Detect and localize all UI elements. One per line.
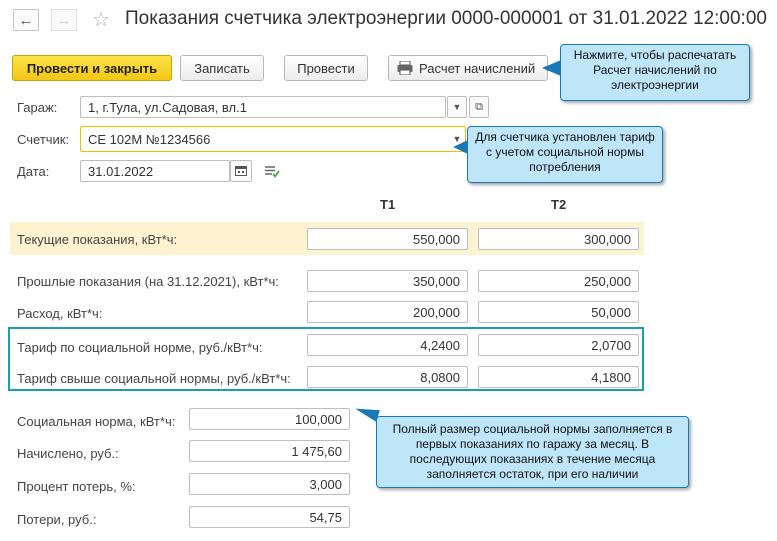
print-hint-pointer <box>542 60 561 76</box>
consumption-label: Расход, кВт*ч: <box>17 306 103 321</box>
calendar-button[interactable] <box>230 160 252 182</box>
arrow-left-icon: ← <box>18 11 34 29</box>
calendar-icon <box>235 165 247 178</box>
garage-field[interactable]: 1, г.Тула, ул.Садовая, вл.1 <box>80 96 446 118</box>
open-form-icon: ⧉ <box>475 100 483 113</box>
losses-label: Потери, руб.: <box>17 512 97 527</box>
star-icon: ☆ <box>92 9 110 31</box>
post-and-close-button[interactable]: Провести и закрыть <box>12 55 172 81</box>
social-norm-field[interactable]: 100,000 <box>189 408 350 430</box>
printer-icon <box>397 61 413 75</box>
charged-label: Начислено, руб.: <box>17 446 119 461</box>
garage-dropdown-button[interactable] <box>447 96 467 118</box>
norm-hint-callout: Полный размер социальной нормы заполняется в первых показаниях по гаражу за месяц. В последующих показаниях в течение месяца заполняется остаток, при его наличии <box>376 416 689 488</box>
date-field[interactable]: 31.01.2022 <box>80 160 230 182</box>
charged-field[interactable]: 1 475,60 <box>189 440 350 462</box>
previous-readings-t1-field[interactable]: 350,000 <box>307 270 468 292</box>
over-norm-tariff-label: Тариф свыше социальной нормы, руб./кВт*ч: <box>17 371 291 386</box>
list-check-icon <box>264 166 280 181</box>
consumption-t1-field[interactable]: 200,000 <box>307 301 468 323</box>
garage-open-button[interactable] <box>469 96 489 118</box>
triangle-down-icon: ▼ <box>543 63 552 73</box>
social-tariff-t1-field[interactable]: 4,2400 <box>307 334 468 356</box>
forward-button[interactable] <box>51 9 77 31</box>
date-label: Дата: <box>17 164 50 179</box>
favorite-button[interactable] <box>92 7 110 32</box>
meter-hint-callout: Для счетчика установлен тариф с учетом социальной нормы потребления <box>467 126 663 183</box>
meter-field[interactable]: СЕ 102М №1234566 <box>80 126 466 152</box>
back-button[interactable] <box>13 9 39 31</box>
loss-percent-label: Процент потерь, %: <box>17 479 136 494</box>
over-norm-tariff-t2-field[interactable]: 4,1800 <box>478 366 639 388</box>
consumption-t2-field[interactable]: 50,000 <box>478 301 639 323</box>
print-hint-callout: Нажмите, чтобы распечатать Расчет начислений по электроэнергии <box>560 44 750 101</box>
print-calculation-button[interactable] <box>388 55 552 81</box>
norm-hint-pointer <box>353 403 380 422</box>
social-tariff-label: Тариф по социальной норме, руб./кВт*ч: <box>17 340 263 355</box>
previous-readings-label: Прошлые показания (на 31.12.2021), кВт*ч: <box>17 274 279 289</box>
current-readings-t2-field[interactable]: 300,000 <box>478 228 639 250</box>
save-button[interactable]: Записать <box>180 55 264 81</box>
page-title: Показания счетчика электроэнергии 0000-000001 от 31.01.2022 12:00:00 <box>125 8 767 29</box>
meter-hint-pointer <box>453 140 468 154</box>
over-norm-tariff-t1-field[interactable]: 8,0800 <box>307 366 468 388</box>
arrow-right-icon: → <box>56 11 72 29</box>
triangle-down-icon: ▼ <box>452 134 462 144</box>
current-readings-label: Текущие показания, кВт*ч: <box>17 232 178 247</box>
column-header-t2: Т2 <box>551 197 567 212</box>
current-readings-t1-field[interactable]: 550,000 <box>307 228 468 250</box>
losses-field[interactable]: 54,75 <box>189 506 350 528</box>
meter-label: Счетчик: <box>17 132 70 147</box>
previous-readings-t2-field[interactable]: 250,000 <box>478 270 639 292</box>
column-header-t1: Т1 <box>380 197 396 212</box>
triangle-down-icon: ▼ <box>452 102 462 112</box>
loss-percent-field[interactable]: 3,000 <box>189 473 350 495</box>
social-norm-label: Социальная норма, кВт*ч: <box>17 414 176 429</box>
post-button[interactable]: Провести <box>284 55 368 81</box>
print-calculation-label: Расчет начислений <box>419 60 536 76</box>
date-list-button[interactable] <box>264 164 280 181</box>
garage-label: Гараж: <box>17 100 58 115</box>
social-tariff-t2-field[interactable]: 2,0700 <box>478 334 639 356</box>
